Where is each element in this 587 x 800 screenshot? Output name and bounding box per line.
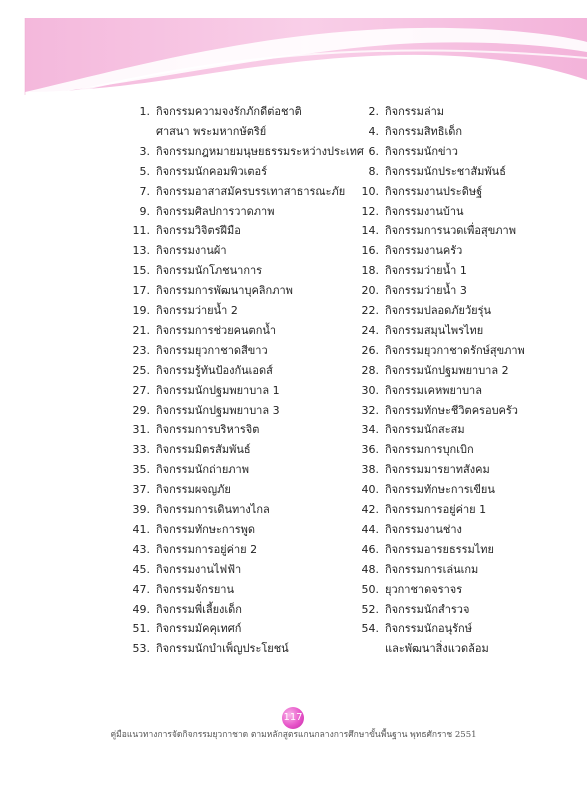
item-label: กิจกรรมนักถ่ายภาพ [156, 463, 249, 477]
item-number: 29. [132, 403, 150, 417]
item-number: 25. [132, 363, 150, 377]
item-number: 13. [132, 244, 150, 258]
item-label: กิจกรรมสมุนไพรไทย [385, 323, 484, 337]
item-label: กิจกรรมการเล่นเกม [385, 562, 479, 576]
item-label: กิจกรรมนักบำเพ็ญประโยชน์ [156, 642, 289, 656]
item-number: 48. [361, 562, 379, 576]
item-number: 15. [132, 264, 150, 278]
item-number: 53. [132, 642, 150, 656]
item-label: กิจกรรมทักษะการเขียน [385, 483, 495, 497]
item-label: กิจกรรมสิทธิเด็ก [385, 124, 463, 138]
item-label: กิจกรรมกฎหมายมนุษยธรรมระหว่างประเทศ [156, 144, 364, 158]
item-label: กิจกรรมอาสาสมัครบรรเทาสาธารณะภัย [156, 184, 346, 198]
item-label: กิจกรรมพี่เลี้ยงเด็ก [156, 602, 242, 616]
item-number: 14. [361, 224, 379, 238]
item-number: 3. [139, 144, 150, 158]
item-label: ศาสนา พระมหากษัตริย์ [156, 124, 267, 138]
item-number: 50. [361, 582, 379, 596]
item-label: ยุวกาชาดจราจร [385, 582, 463, 596]
item-number: 40. [361, 483, 379, 497]
item-number: 2. [368, 105, 379, 118]
item-number: 24. [361, 323, 379, 337]
item-number: 1. [139, 105, 150, 118]
item-number: 17. [132, 284, 150, 298]
item-number: 33. [132, 443, 150, 457]
item-label: และพัฒนาสิ่งแวดล้อม [385, 642, 489, 656]
item-number: 46. [361, 542, 379, 556]
item-number: 11. [132, 224, 150, 238]
item-label: กิจกรรมมิตรสัมพันธ์ [156, 443, 251, 457]
item-number: 27. [132, 383, 150, 397]
item-label: กิจกรรมนักสำรวจ [385, 602, 470, 616]
item-label: กิจกรรมงานช่าง [385, 522, 462, 536]
item-label: กิจกรรมการอยู่ค่าย 1 [385, 503, 487, 516]
item-number: 42. [361, 503, 379, 516]
item-label: กิจกรรมรู้ทันป้องกันเอดส์ [156, 363, 273, 377]
item-label: กิจกรรมนักคอมพิวเตอร์ [156, 164, 268, 178]
item-label: กิจกรรมการเดินทางไกล [156, 503, 270, 516]
item-label: กิจกรรมความจงรักภักดีต่อชาติ [156, 105, 302, 118]
page-number-badge: 117 [282, 707, 304, 729]
item-number: 52. [361, 602, 379, 616]
item-number: 51. [132, 622, 150, 636]
item-label: กิจกรรมอารยธรรมไทย [385, 542, 494, 556]
item-number: 10. [361, 184, 379, 198]
item-label: กิจกรรมว่ายน้ำ 2 [156, 304, 238, 317]
item-label: กิจกรรมนักปฐมพยาบาล 1 [156, 383, 280, 397]
item-number: 28. [361, 363, 379, 377]
item-label: กิจกรรมศิลปการวาดภาพ [156, 204, 275, 218]
item-number: 7. [139, 184, 150, 198]
item-label: กิจกรรมนักปฐมพยาบาล 3 [156, 403, 280, 417]
item-number: 5. [139, 164, 150, 178]
item-label: กิจกรรมนักโภชนาการ [156, 264, 263, 278]
item-label: กิจกรรมปลอดภัยวัยรุ่น [385, 304, 492, 317]
item-label: กิจกรรมมัคคุเทศก์ [156, 622, 242, 636]
item-number: 30. [361, 383, 379, 397]
item-number: 18. [361, 264, 379, 278]
item-number: 16. [361, 244, 379, 258]
item-number: 54. [361, 622, 379, 636]
item-label: กิจกรรมยุวกาชาดสีขาว [156, 343, 268, 357]
item-label: กิจกรรมนักอนุรักษ์ [385, 622, 472, 636]
item-label: กิจกรรมการนวดเพื่อสุขภาพ [385, 224, 516, 238]
item-label: กิจกรรมจักรยาน [156, 582, 234, 596]
item-label: กิจกรรมทักษะชีวิตครอบครัว [385, 403, 518, 417]
item-label: กิจกรรมการช่วยคนตกน้ำ [156, 323, 277, 337]
item-number: 39. [132, 503, 150, 516]
item-label: กิจกรรมการอยู่ค่าย 2 [156, 542, 258, 556]
item-label: กิจกรรมงานผ้า [156, 244, 227, 258]
item-number: 26. [361, 343, 379, 357]
item-number: 20. [361, 284, 379, 298]
item-label: กิจกรรมว่ายน้ำ 1 [385, 264, 467, 278]
item-label: กิจกรรมนักปฐมพยาบาล 2 [385, 363, 509, 377]
item-number: 21. [132, 323, 150, 337]
item-label: กิจกรรมนักข่าว [385, 144, 458, 158]
item-number: 43. [132, 542, 150, 556]
item-number: 36. [361, 443, 379, 457]
item-number: 23. [132, 343, 150, 357]
item-number: 31. [132, 423, 150, 437]
item-number: 37. [132, 483, 150, 497]
item-label: กิจกรรมยุวกาชาดรักษ์สุขภาพ [385, 343, 525, 357]
item-label: กิจกรรมงานประดิษฐ์ [385, 184, 483, 198]
item-label: กิจกรรมมารยาทสังคม [385, 463, 490, 477]
item-number: 6. [368, 144, 379, 158]
item-number: 32. [361, 403, 379, 417]
item-label: กิจกรรมการบริหารจิต [156, 423, 260, 437]
item-label: กิจกรรมนักประชาสัมพันธ์ [385, 164, 506, 178]
item-label: กิจกรรมงานครัว [385, 244, 463, 258]
item-number: 41. [132, 522, 150, 536]
item-number: 35. [132, 463, 150, 477]
item-label: กิจกรรมทักษะการพูด [156, 522, 256, 536]
item-number: 4. [368, 124, 379, 138]
item-number: 45. [132, 562, 150, 576]
item-label: กิจกรรมการพัฒนาบุคลิกภาพ [156, 284, 293, 298]
item-number: 47. [132, 582, 150, 596]
item-label: กิจกรรมเคหพยาบาล [385, 383, 482, 397]
item-label: กิจกรรมวิจิตรฝีมือ [156, 224, 241, 238]
item-number: 19. [132, 304, 150, 317]
item-label: กิจกรรมนักสะสม [385, 423, 465, 437]
item-label: กิจกรรมการบุกเบิก [385, 443, 474, 457]
item-number: 38. [361, 463, 379, 477]
footer-caption: คู่มือแนวทางการจัดกิจกรรมยุวกาชาด ตามหลักสูตรแกนกลางการศึกษาขั้นพื้นฐาน พุทธศักราช 2551 [110, 730, 477, 740]
item-number: 34. [361, 423, 379, 437]
item-number: 44. [361, 522, 379, 536]
item-label: กิจกรรมงานไฟฟ้า [156, 562, 242, 576]
item-label: กิจกรรมล่าม [385, 105, 445, 118]
item-label: กิจกรรมงานบ้าน [385, 204, 464, 218]
item-number: 49. [132, 602, 150, 616]
item-number: 22. [361, 304, 379, 317]
item-label: กิจกรรมผจญภัย [156, 483, 231, 497]
item-number: 9. [139, 204, 150, 218]
item-number: 8. [368, 164, 379, 178]
item-number: 12. [361, 204, 379, 218]
item-label: กิจกรรมว่ายน้ำ 3 [385, 284, 467, 298]
